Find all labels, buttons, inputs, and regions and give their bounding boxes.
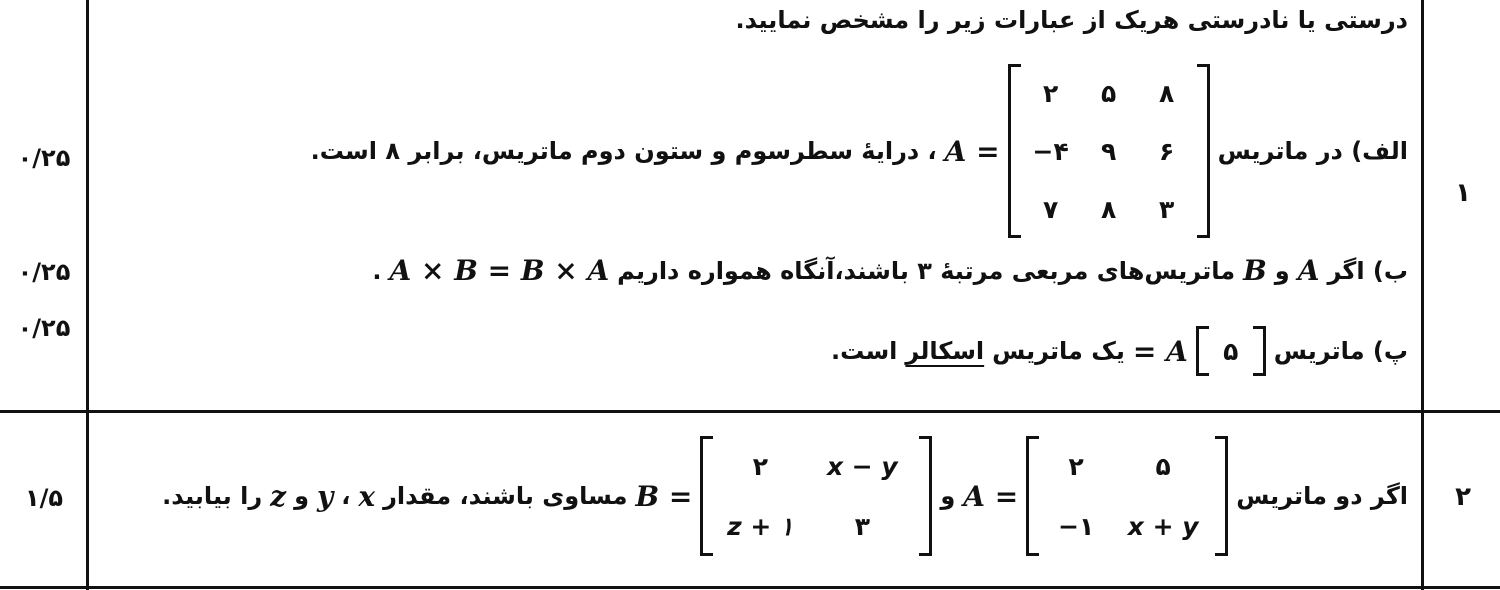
row-divider: [0, 410, 1500, 413]
matrix-scalar: [1196, 326, 1266, 376]
q1a-suffix: ، درایهٔ سطرسوم و ستون دوم ماتریس، برابر ۸ است.: [310, 137, 937, 165]
q2-and: و: [940, 482, 956, 510]
matrix-cell: ۹: [1100, 136, 1117, 166]
matrix-cell: x − y: [826, 451, 898, 481]
q1-part-c: [831, 326, 1408, 376]
matrix-cell: z + ۱: [727, 511, 794, 541]
matrix-cell: ۵: [1223, 336, 1239, 366]
q1c-end: است.: [831, 337, 898, 365]
q2-b-equation-lhs: B =: [635, 479, 693, 513]
q1c-scalar-word: اسکالر: [905, 337, 985, 365]
q1a-equation-lhs: A =: [944, 134, 1000, 168]
q2-suffix-2: را بیابید.: [162, 482, 263, 510]
matrix-cell: x + y: [1127, 511, 1199, 541]
q1c-mid: یک ماتریس: [992, 337, 1125, 365]
question-number-2: ۲: [1455, 482, 1471, 512]
matrix-cell: ۵: [1100, 78, 1117, 108]
q1b-equation: A × B = B × A: [389, 254, 610, 287]
q1a-prefix: الف) در ماتریس: [1217, 137, 1408, 165]
matrix-cell: −۱: [1058, 511, 1095, 541]
q2-var-x: x: [358, 479, 376, 513]
matrix-cell: −۴: [1032, 136, 1069, 166]
matrix-cell: ۶: [1158, 136, 1175, 166]
q1-intro-text: درستی یا نادرستی هریک از عبارات زیر را مشخص نمایید.: [735, 6, 1408, 34]
score-q1c: ۰/۲۵: [17, 314, 71, 342]
matrix-cell: ۷: [1042, 194, 1059, 224]
matrix-cell: ۳: [1158, 194, 1175, 224]
matrix-a-2x2: [1026, 436, 1228, 556]
matrix-cell: ۳: [854, 511, 870, 541]
q2-suffix-1: مساوی باشند، مقدار: [383, 482, 628, 510]
q2-prefix: اگر دو ماتریس: [1236, 482, 1408, 510]
q1b-var-a: A: [1297, 254, 1320, 287]
q1-part-a: [311, 64, 1408, 238]
matrix-cell: ۸: [1158, 78, 1175, 108]
q1c-prefix: پ) ماتریس: [1273, 337, 1408, 365]
q1b-prefix: ب) اگر: [1327, 256, 1408, 285]
matrix-cell: ۵: [1155, 451, 1171, 481]
matrix-cell: ۲: [1068, 451, 1084, 481]
matrix-cell: ۲: [1042, 78, 1059, 108]
q1b-mid: ماتریس‌های مربعی مرتبهٔ ۳ باشند،آنگاه همواره داریم: [617, 256, 1236, 285]
q1c-equation-lhs: = A: [1132, 334, 1188, 368]
matrix-a-3x3: [1008, 64, 1210, 238]
score-q1b: ۰/۲۵: [17, 258, 71, 286]
q1-intro: [736, 6, 1408, 34]
question-number-1: ۱: [1455, 178, 1471, 208]
q1b-and: و: [1274, 256, 1290, 285]
score-q2: ۱/۵: [24, 484, 64, 512]
matrix-b-2x2: [700, 436, 932, 556]
q1b-var-b: B: [1243, 254, 1267, 287]
matrix-cell: ۸: [1100, 194, 1117, 224]
q2-var-y: y: [316, 479, 334, 513]
q1b-end: .: [372, 256, 382, 285]
number-column-divider: [1421, 0, 1424, 590]
matrix-cell: ۲: [752, 451, 768, 481]
q2-and2: و: [294, 482, 309, 510]
q2-a-equation-lhs: A =: [963, 479, 1019, 513]
q2-var-z: z: [270, 479, 287, 513]
q2-sep: ،: [341, 482, 351, 510]
score-q1a: ۰/۲۵: [17, 144, 71, 172]
bottom-border: [0, 586, 1500, 589]
q1-part-b: [372, 254, 1408, 287]
q2-text: [162, 436, 1408, 556]
